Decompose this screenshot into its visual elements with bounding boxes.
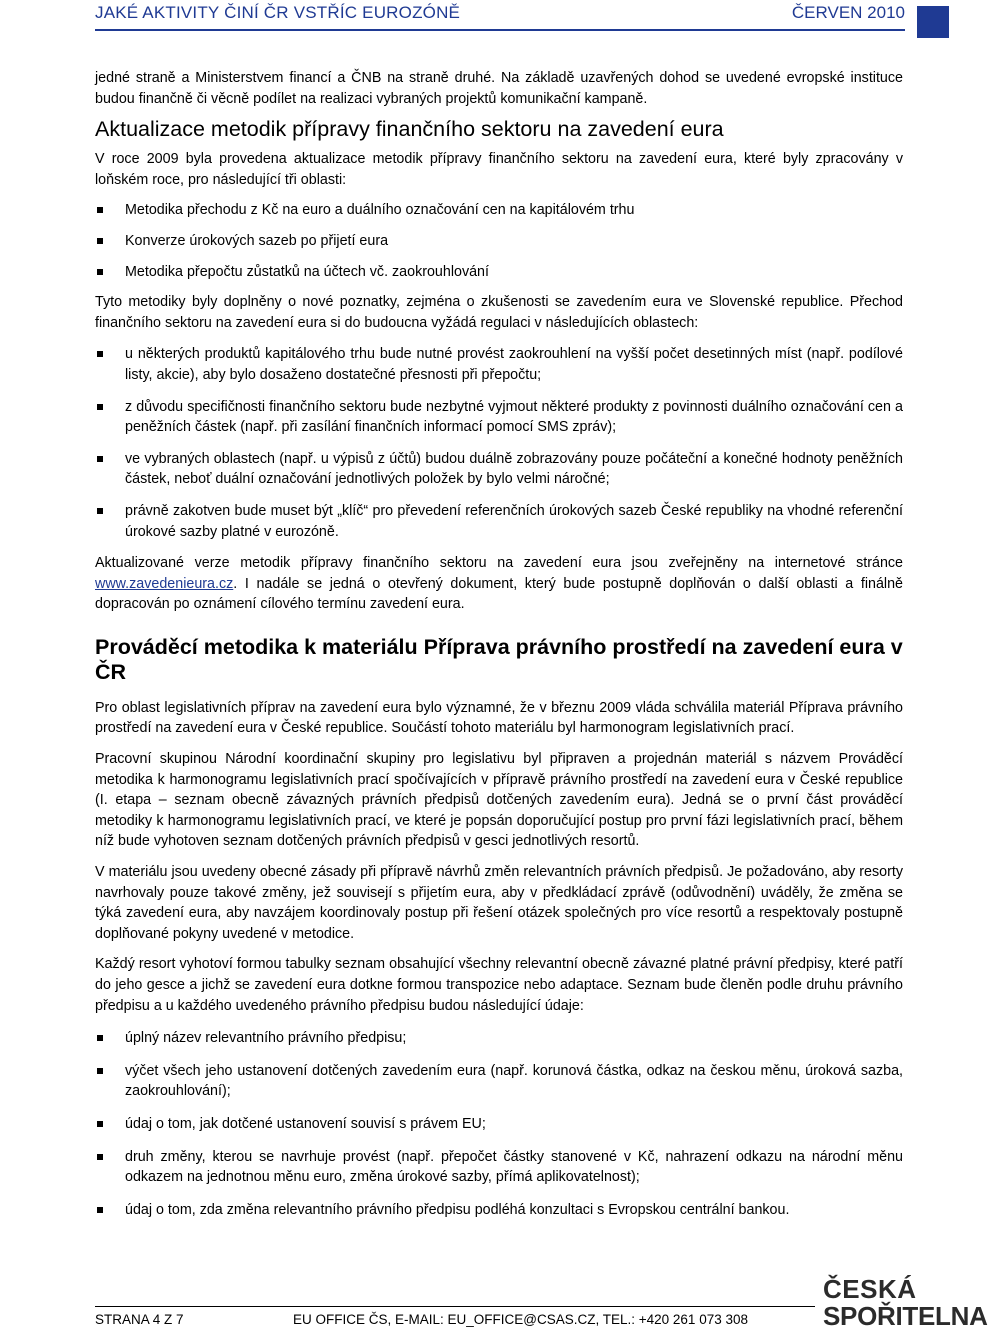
section1-list2 [95,344,903,542]
intro-paragraph: jedné straně a Ministerstvem financí a ČNB na straně druhé. Na základě uzavřených dohod se uvedené evropské instituce budou finančně či věcně podílet na realizaci vybraných projektů komunikační kampaně. [95,70,903,107]
header-square-icon [917,6,949,38]
bullet-icon [97,456,103,462]
header-date: ČERVEN 2010 [791,3,905,22]
bullet-icon [97,351,103,357]
list-item: Konverze úrokových sazeb po přijetí eura [95,231,903,252]
ceska-sporitelna-logo [823,1274,988,1334]
footer-page-number: STRANA 4 Z 7 [95,1312,184,1327]
bullet-icon [97,1121,103,1127]
logo-line2: SPOŘITELNA [823,1301,988,1331]
bullet-icon [97,238,103,244]
section2-para4: Každý resort vyhotoví formou tabulky seznam obsahující všechny relevantní obecně závazné platné právní předpisy, které patří do jeho gesce a jichž se zavedení eura dotkne formou transpozice nebo adaptace. Seznam bude členěn podle druhu právního předpisu a u každého uvedeného právního předpisu budou následující údaje: [95,956,903,1014]
list-item: druh změny, kterou se navrhuje provést (např. přepočet částky stanovené v Kč, nahrazení odkazu na národní měnu odkazem na jednotnou měnu euro, změna úrokové sazby, přímá aplikovatelnost); [95,1147,903,1188]
bullet-icon [97,269,103,275]
page-content [95,68,903,1220]
bullet-icon [97,1068,103,1074]
section2-heading: Prováděcí metodika k materiálu Příprava právního prostředí na zavedení eura v ČR [95,634,903,684]
list-item: u některých produktů kapitálového trhu bude nutné provést zaokrouhlení na vyšší počet desetinných míst (např. podílové listy, akcie), aby bylo dosaženo dostatečné přesnosti při přepočtu; [95,344,903,385]
footer-divider [95,1306,815,1307]
bullet-icon [97,508,103,514]
section1-heading: Aktualizace metodik přípravy finančního sektoru na zavedení eura [95,117,724,142]
header-divider [95,29,905,31]
section1-list1 [95,200,903,282]
page-header [95,0,905,30]
list-item: Metodika přechodu z Kč na euro a duálního označování cen na kapitálovém trhu [95,200,903,221]
section1-para1: V roce 2009 byla provedena aktualizace metodik přípravy finančního sektoru na zavedení eura, které byly zpracovány v loňském roce, pro následující tři oblasti: [95,151,903,188]
section1-para3: Aktualizované verze metodik přípravy finančního sektoru na zavedení eura jsou zveřejněny na internetové stránce www.zavedenieura.cz. I nadále se jedná o otevřený dokument, který bude postupně doplňován o další oblasti a finálně dopracován po oznámení cílového termínu zavedení eura. [95,555,903,613]
section2-para1: Pro oblast legislativních příprav na zavedení eura bylo významné, že v březnu 2009 vláda schválila materiál Příprava právního prostředí na zavedení eura v České republice. Součástí tohoto materiálu byl harmonogram legislativních prací. [95,699,903,737]
website-link[interactable]: www.zavedenieura.cz [95,575,234,592]
bullet-icon [97,1154,103,1160]
list-item: údaj o tom, zda změna relevantního právního předpisu podléhá konzultaci s Evropskou centrální bankou. [95,1200,903,1221]
logo-line1: ČESKÁ [823,1274,917,1304]
footer-contact: EU OFFICE ČS, E-MAIL: EU_OFFICE@CSAS.CZ, TEL.: +420 261 073 308 [293,1312,748,1327]
list-item: ve vybraných oblastech (např. u výpisů z účtů) budou duálně zobrazovány pouze počáteční a konečné hodnoty peněžních částek, neboť duální označování jednotlivých položek by bylo velmi náročné; [95,449,903,490]
bullet-icon [97,404,103,410]
section2-list [95,1028,903,1220]
list-item: výčet všech jeho ustanovení dotčených zavedením eura (např. korunová částka, odkaz na českou měnu, úroková sazba, zaokrouhlování); [95,1061,903,1102]
bullet-icon [97,1035,103,1041]
header-title: JAKÉ AKTIVITY ČINÍ ČR VSTŘÍC EUROZÓNĚ [95,3,461,22]
section2-para3: V materiálu jsou uvedeny obecné zásady při přípravě návrhů změn relevantních právních předpisů. Je požadováno, aby resorty navrhovaly pouze takové změny, jež souvisejí s přijetím eura, aby v předkládací zprávě (odůvodnění) uváděly, že změna se týká zavedení eura, aby navzájem koordinovaly postup při řešení otázek společných pro více resortů a respektovaly postupně doplňované pokyny uvedené v metodice. [95,864,903,942]
list-item: údaj o tom, jak dotčené ustanovení souvisí s právem EU; [95,1114,903,1135]
bullet-icon [97,1207,103,1213]
list-item: Metodika přepočtu zůstatků na účtech vč. zaokrouhlování [95,262,903,283]
list-item: právně zakotven bude muset být „klíč“ pro převedení referenčních úrokových sazeb České republiky na vhodné referenční úrokové sazby platné v eurozóně. [95,501,903,542]
section1-para2: Tyto metodiky byly doplněny o nové poznatky, zejména o zkušenosti se zavedením eura ve Slovenské republice. Přechod finančního sektoru na zavedení eura si do budoucna vyžádá regulaci v následujících oblastech: [95,294,903,331]
section2-para2: Pracovní skupinou Národní koordinační skupiny pro legislativu byl připraven a projednán materiál s názvem Prováděcí metodika k harmonogramu legislativních prací spočívajících v přípravě právního prostředí na zavedení eura v České republice (I. etapa – seznam obecně závazných právních předpisů dotčených zavedením eura). Jedná se o první část prováděcí metodiky k harmonogramu legislativních prací, ve které je popsán doporučující postup pro první fázi legislativních prací, během níž bude vyhotoven seznam dotčených právních předpisů v gesci jednotlivých resortů. [95,751,903,850]
bullet-icon [97,207,103,213]
list-item: úplný název relevantního právního předpisu; [95,1028,903,1049]
list-item: z důvodu specifičnosti finančního sektoru bude nezbytné vyjmout některé produkty z povinnosti duálního označování cen a peněžních částek (např. při zasílání finančních informací pomocí SMS zpráv); [95,397,903,438]
